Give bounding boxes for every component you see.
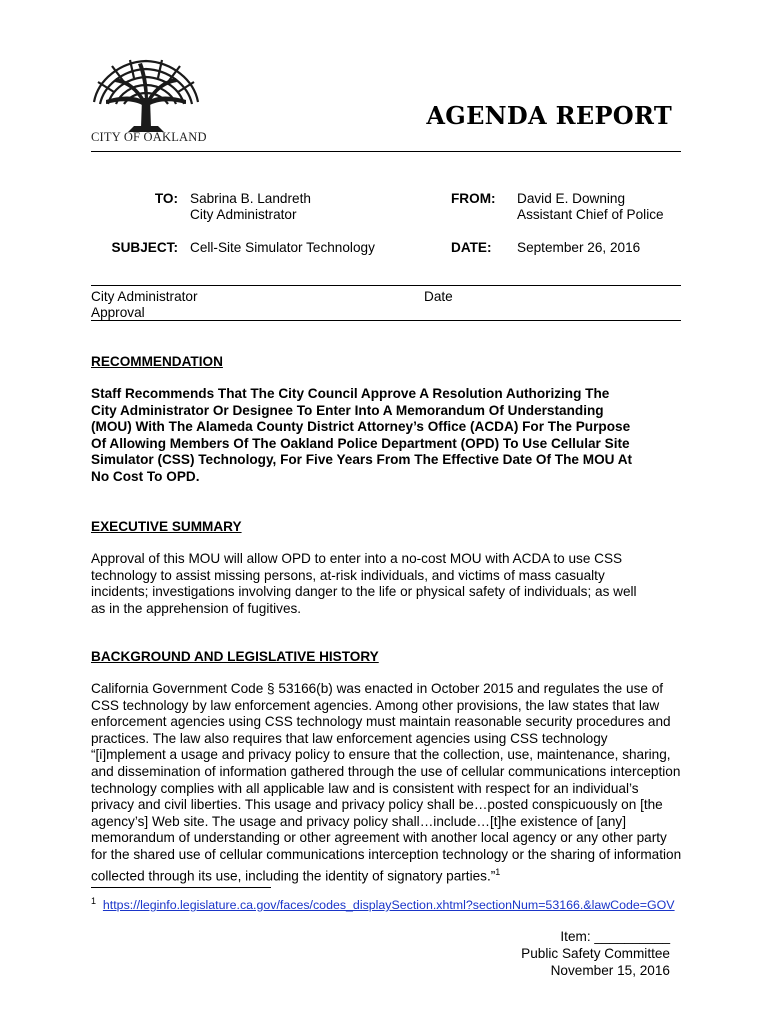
footer-item: Item: __________ [560, 929, 670, 944]
to-label: TO: [154, 191, 178, 206]
approval-date-label: Date [424, 289, 453, 304]
recommendation-heading: RECOMMENDATION [91, 354, 223, 369]
date-label: DATE: [451, 240, 492, 255]
background-text: California Government Code § 53166(b) was enacted in October 2015 and regulates the use of CSS technology by law enforcement agencies. Among other provisions, the law states that law enforcement agencies using CSS technology must maintain reasonable security procedures and practices. The law also requires that law enforcement agencies using CSS technology “[i]mplement a usage and privacy policy to ensure that the collection, use, maintenance, sharing, and dissemination of information gathered through the use of cellular communications interception technology complies with all applicable law and is consistent with respect for an individual’s privacy and civil liberties. This usage and privacy policy shall be…posted conspicuously on [the agency’s] Web site. The usage and privacy policy shall…include…[t]he existence of [any] memorandum of understanding or other agreement with another local agency or any other party for the shared use of cellular communications interception technology or the sharing of information collected through its use, including the identity of signatory parties.” [91, 681, 682, 884]
from-title: Assistant Chief of Police [517, 207, 664, 222]
report-title: AGENDA REPORT [426, 101, 672, 130]
footer-committee: Public Safety Committee [521, 946, 670, 961]
title-divider [91, 151, 681, 152]
footer-date: November 15, 2016 [550, 963, 670, 978]
subject-label: SUBJECT: [111, 240, 178, 255]
background-paragraph [91, 681, 683, 885]
from-label: FROM: [451, 191, 496, 206]
city-name: CITY OF OAKLAND [91, 130, 207, 144]
date-value: September 26, 2016 [517, 240, 641, 255]
recommendation-text: Staff Recommends That The City Council Approve A Resolution Authorizing The City Administrator Or Designee To Enter Into A Memorandum Of Understanding (MOU) With The Alameda County District Attorney’s Office (ACDA) For The Purpose Of Allowing Members Of The Oakland Police Department (OPD) To Use Cellular Site Simulator (CSS) Technology, For Five Years From The Effective Date Of The MOU At No Cost To OPD. [91, 386, 633, 484]
footnote-reference: 1 [495, 866, 501, 877]
footnote-separator [91, 887, 271, 888]
approval-top-rule [91, 285, 681, 286]
footnote-number: 1 [91, 896, 97, 906]
footnote [91, 896, 675, 912]
to-title: City Administrator [190, 207, 297, 222]
footnote-link[interactable]: https://leginfo.legislature.ca.gov/faces/codes_displaySection.xhtml?sectionNum=53166.&lawCode=GOV [102, 898, 675, 913]
approval-label-line2: Approval [91, 305, 145, 320]
subject-value: Cell-Site Simulator Technology [190, 240, 375, 255]
from-name: David E. Downing [517, 191, 626, 206]
to-name: Sabrina B. Landreth [190, 191, 311, 206]
executive-summary-heading: EXECUTIVE SUMMARY [91, 519, 242, 534]
approval-label: City Administrator [91, 289, 198, 304]
background-heading: BACKGROUND AND LEGISLATIVE HISTORY [91, 649, 379, 664]
oak-tree-logo-icon [90, 58, 202, 133]
executive-summary-text: Approval of this MOU will allow OPD to enter into a no-cost MOU with ACDA to use CSS technology to assist missing persons, at-risk individuals, and victims of mass casualty incidents; investigations involving danger to the life or physical safety of individuals; as well as in the apprehension of fugitives. [91, 551, 637, 616]
approval-bottom-rule [91, 320, 681, 321]
